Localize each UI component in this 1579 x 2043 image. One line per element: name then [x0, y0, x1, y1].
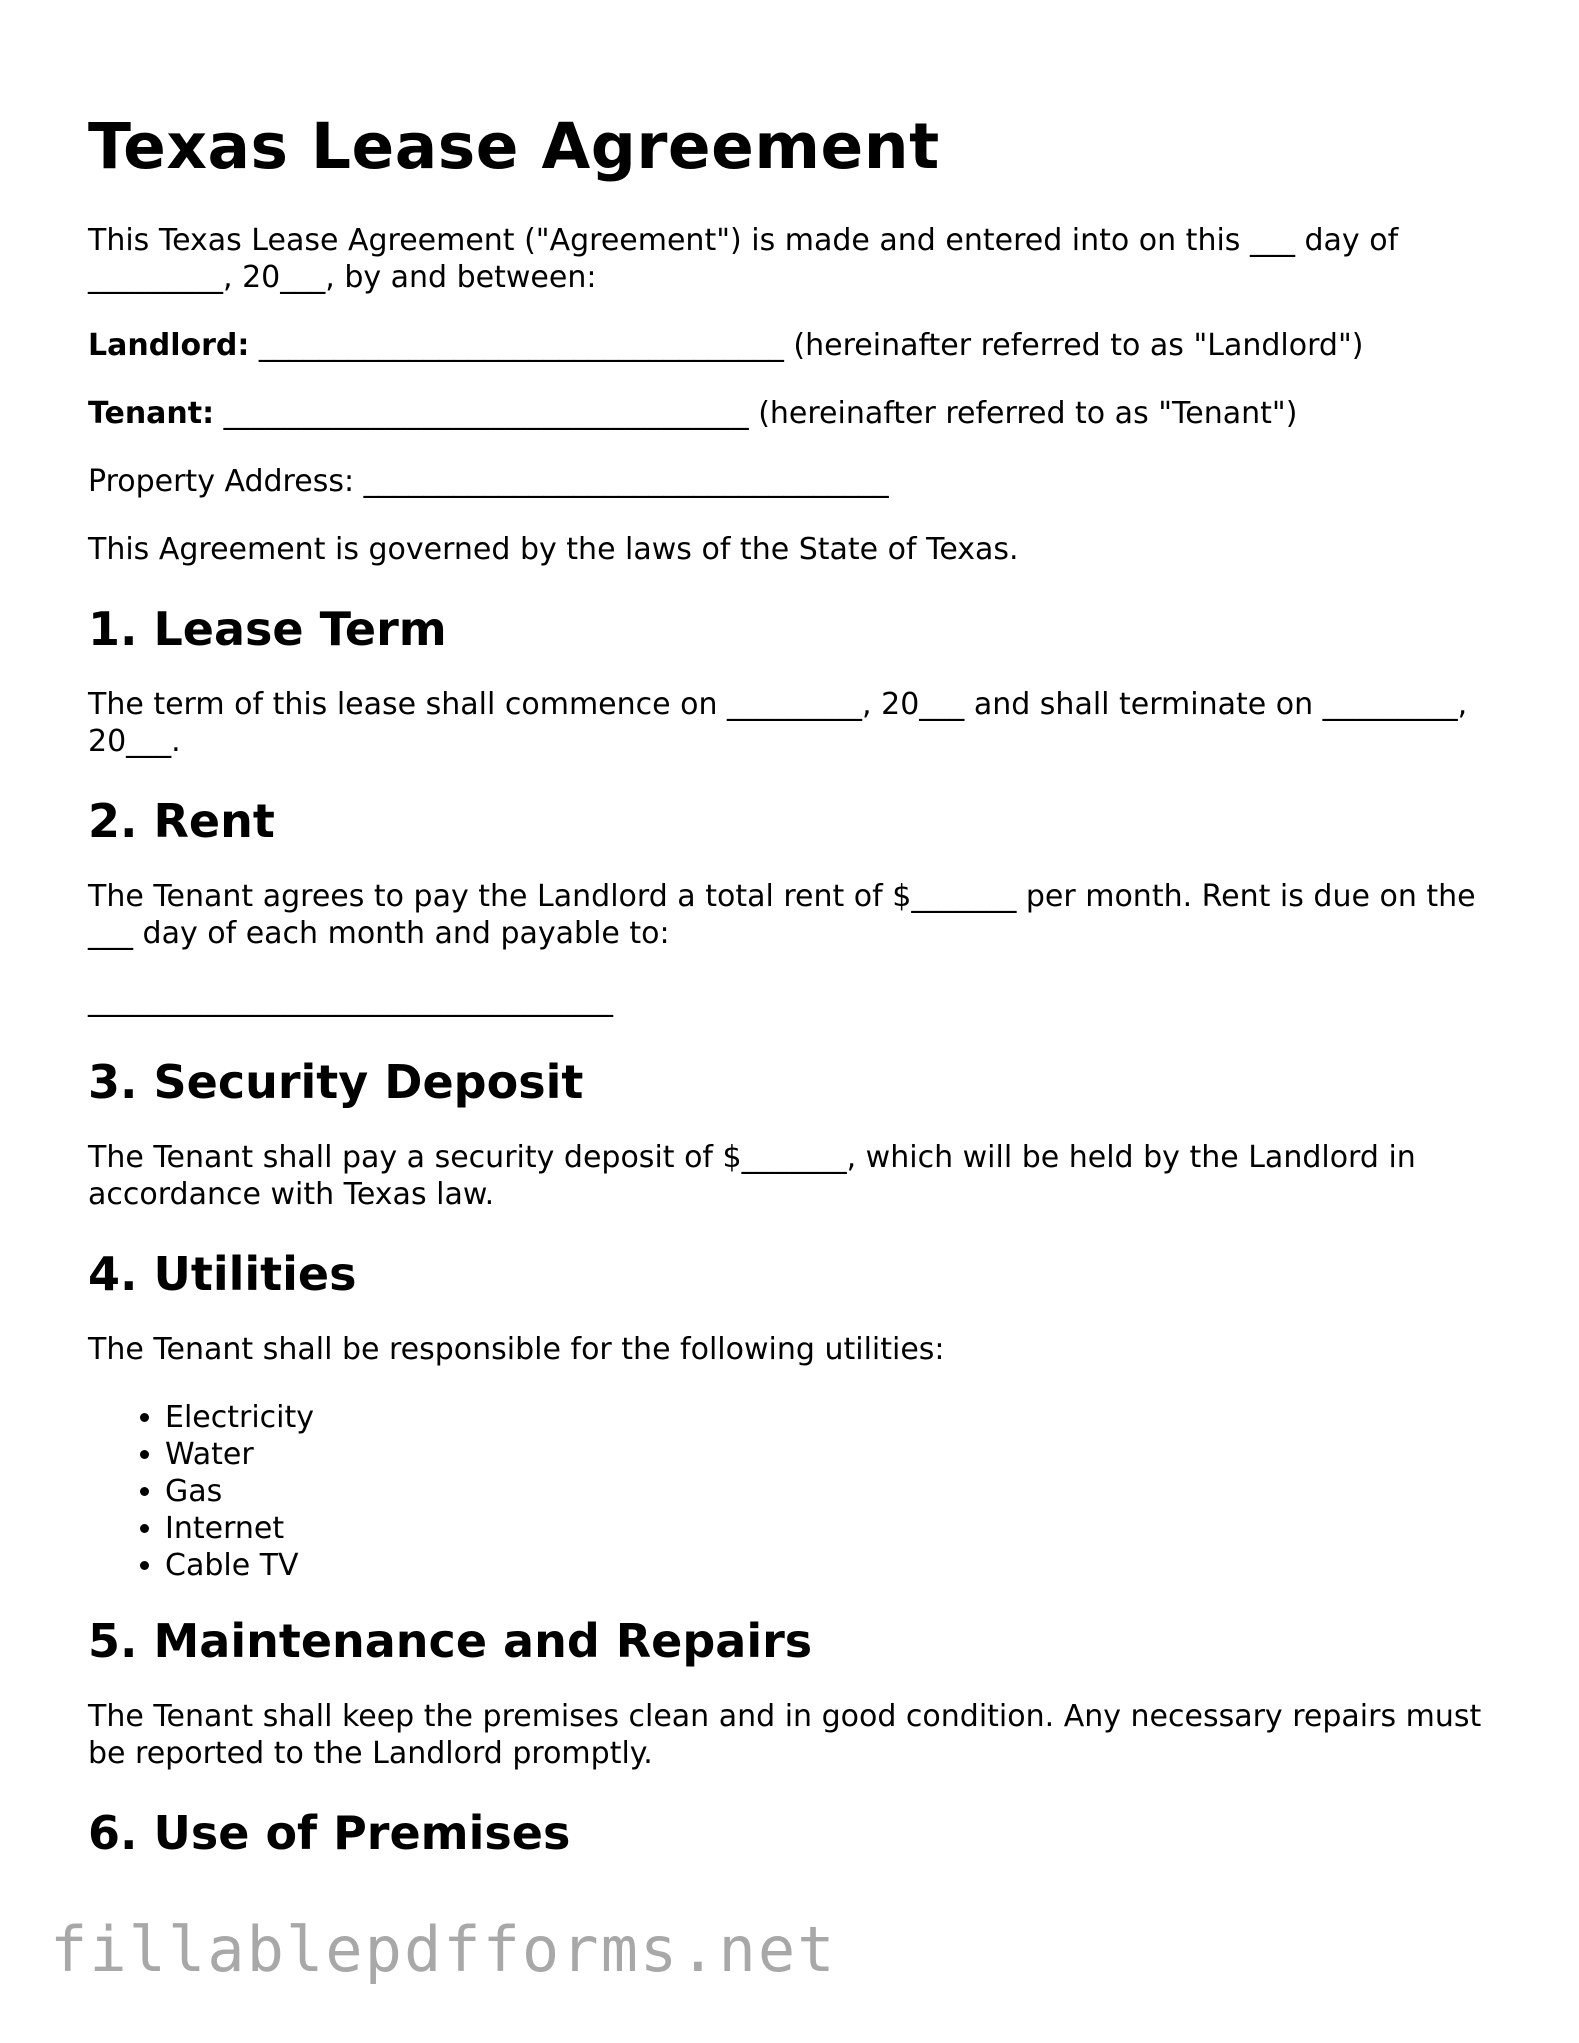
list-item: • Cable TV	[165, 1547, 1508, 1584]
landlord-blank-text: ___________________________________ (hereinafter referred to as "Landlord")	[249, 328, 1364, 363]
governing-law-paragraph: This Agreement is governed by the laws of the State of Texas.	[88, 532, 1019, 567]
document-title: Texas Lease Agreement	[88, 110, 940, 183]
intro-paragraph: This Texas Lease Agreement ("Agreement") is made and entered into on this ___ day of _________, 20___, by and between:	[88, 223, 1399, 295]
property-address-line: Property Address: ___________________________________	[88, 464, 889, 499]
rent-payee-line: ___________________________________	[88, 983, 613, 1018]
tenant-label: Tenant:	[88, 396, 215, 431]
landlord-line	[88, 327, 1508, 364]
list-item: • Gas	[165, 1473, 1508, 1510]
section-heading-use-of-premises: 6. Use of Premises	[88, 1806, 571, 1860]
list-item: • Electricity	[165, 1399, 1508, 1436]
list-item: • Internet	[165, 1510, 1508, 1547]
utilities-list	[88, 1399, 1508, 1584]
section-body-utilities: The Tenant shall be responsible for the following utilities:	[88, 1332, 945, 1367]
section-body-lease-term: The term of this lease shall commence on _________, 20___ and shall terminate on _________, 20___.	[88, 687, 1468, 759]
section-body-security-deposit: The Tenant shall pay a security deposit of $_______, which will be held by the Landlord in accordance with Texas law.	[88, 1140, 1416, 1212]
section-heading-rent: 2. Rent	[88, 794, 275, 848]
landlord-label: Landlord:	[88, 328, 250, 363]
list-item: • Water	[165, 1436, 1508, 1473]
section-heading-utilities: 4. Utilities	[88, 1247, 357, 1301]
watermark-text: fillablepdfforms.net	[50, 1913, 837, 1986]
tenant-line	[88, 395, 1508, 432]
section-heading-lease-term: 1. Lease Term	[88, 602, 447, 656]
lease-document	[88, 110, 1508, 1890]
section-heading-maintenance: 5. Maintenance and Repairs	[88, 1614, 813, 1668]
section-body-rent: The Tenant agrees to pay the Landlord a total rent of $_______ per month. Rent is due on the ___ day of each month and payable to:	[88, 879, 1476, 951]
section-heading-security-deposit: 3. Security Deposit	[88, 1055, 584, 1109]
section-body-maintenance: The Tenant shall keep the premises clean and in good condition. Any necessary repairs must be reported to the Landlord promptly.	[88, 1699, 1482, 1771]
tenant-blank-text: ___________________________________ (hereinafter referred to as "Tenant")	[214, 396, 1298, 431]
